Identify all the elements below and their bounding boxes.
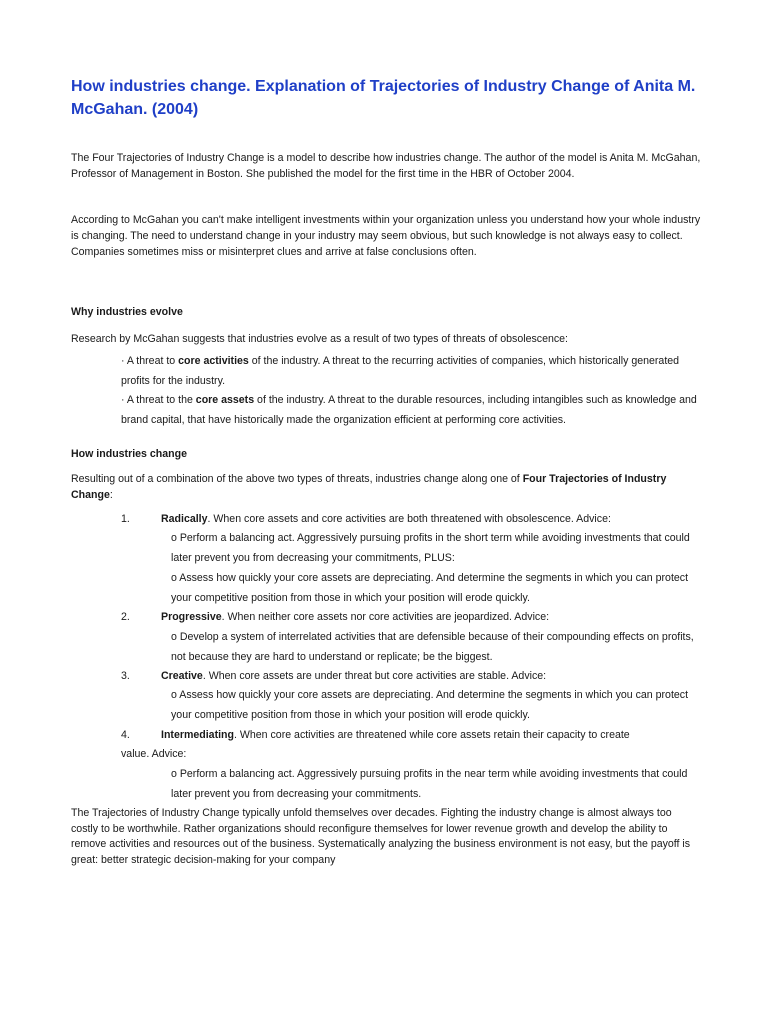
bullet-core-assets: [121, 390, 701, 430]
list-item-radically: [161, 509, 701, 529]
intro-paragraph-2: According to McGahan you can't make intelligent investments within your organization unless you understand how your whole industry is changing. The need to understand change in your industry may seem obvious, but such knowledge is not always easy to collect. Companies sometimes miss or misinterpret clues and arrive at false conclusions often.: [71, 214, 701, 258]
list-item-term: Creative: [161, 670, 203, 682]
bullet-core-activities: [121, 351, 701, 391]
sub-advice: o Assess how quickly your core assets are depreciating. And determine the segments in which you can protect your competitive position from those in which your position will erode quickly.: [171, 572, 689, 604]
bullet-text: · A threat to: [121, 355, 179, 367]
paragraph-bold-term: Four Trajectories of Industry Change: [71, 473, 667, 501]
sub-advice: o Develop a system of interrelated activities that are defensible because of their compounding effects on profits, not because they are hard to understand or replicate; be the biggest.: [171, 631, 694, 663]
paragraph-text: :: [109, 489, 113, 501]
list-item-text: . When core activities are threatened while core assets retain their capacity to create: [234, 729, 630, 741]
list-item-intermediating: [161, 725, 701, 745]
intro-paragraph-1: The Four Trajectories of Industry Change is a model to describe how industries change. The author of the model is Anita M. McGahan, Professor of Management in Boston. She published the model for the first time in the HBR of October 2004.: [71, 152, 701, 180]
list-item-term: Intermediating: [161, 729, 234, 741]
list-item-number: 1.: [121, 513, 130, 525]
bullet-bold-term: core activities: [178, 355, 249, 367]
list-item-number: 4.: [121, 729, 130, 741]
sub-advice: o Perform a balancing act. Aggressively pursuing profits in the near term while avoiding investments that could later prevent you from decreasing your commitments.: [171, 768, 688, 800]
bullet-text: of the industry. A threat to the recurring activities of companies, which historically generated profits for the industry.: [121, 355, 680, 387]
resulting-paragraph: [71, 471, 701, 503]
list-item-term: Radically: [161, 513, 208, 525]
paragraph-text: Resulting out of a combination of the above two types of threats, industries change along one of: [71, 473, 523, 485]
list-item-text: . When neither core assets nor core activities are jeopardized. Advice:: [221, 611, 550, 623]
list-item-progressive: [161, 607, 701, 627]
heading-why-industries-evolve: Why industries evolve: [71, 306, 183, 318]
heading-how-industries-change: How industries change: [71, 448, 187, 460]
sub-advice: o Assess how quickly your core assets are depreciating. And determine the segments in which you can protect your competitive position from those in which your position will erode quickly.: [171, 689, 689, 721]
list-item-text: . When core assets and core activities are both threatened with obsolescence. Advice:: [207, 513, 611, 525]
bullet-bold-term: core assets: [195, 394, 255, 406]
closing-paragraph: The Trajectories of Industry Change typically unfold themselves over decades. Fighting the industry change is almost always too costly to be worthwhile. Rather organizations should reconfigure themselves for lower revenue growth and develop the ability to remove activities and resources out of the business. Systematically analyzing the business environment is not easy, but the payoff is great: better strategic decision-making for your company: [71, 807, 691, 866]
list-item-number: 2.: [121, 611, 130, 623]
list-item-term: Progressive: [161, 611, 222, 623]
research-paragraph: Research by McGahan suggests that industries evolve as a result of two types of threats of obsolescence:: [71, 333, 568, 345]
list-item-text: . When core assets are under threat but core activities are stable. Advice:: [202, 670, 547, 682]
document-title: How industries change. Explanation of Trajectories of Industry Change of Anita M. McGahan. (2004): [71, 78, 696, 118]
bullet-text: of the industry. A threat to the durable resources, including intangibles such as knowledge and brand capital, that have historically made the organization efficient at performing core activities.: [121, 394, 697, 426]
bullet-text: · A threat to the: [121, 394, 196, 406]
list-item-continuation: value. Advice:: [121, 748, 187, 760]
list-item-number: 3.: [121, 670, 130, 682]
sub-advice: o Perform a balancing act. Aggressively pursuing profits in the short term while avoiding investments that could later prevent you from decreasing your commitments, PLUS:: [171, 532, 690, 564]
list-item-creative: [161, 666, 701, 686]
